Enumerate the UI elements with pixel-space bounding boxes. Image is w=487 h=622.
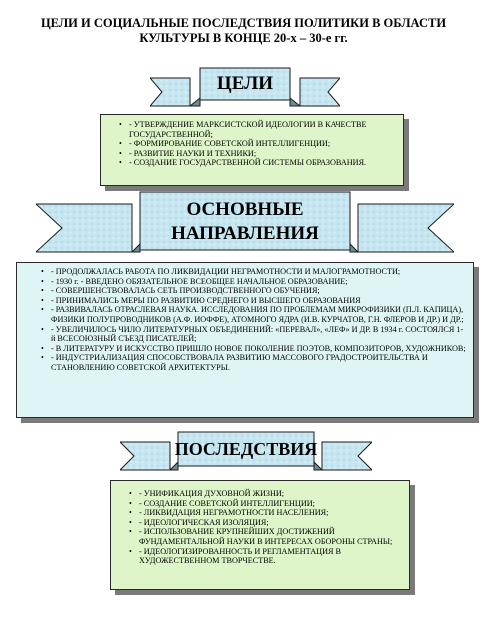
directions-list [39, 267, 467, 373]
goals-ribbon [150, 64, 340, 110]
consequences-list [127, 489, 401, 566]
list-item: • - СОВЕРШЕНСТВОВАЛАСЬ СЕТЬ ПРОИЗВОДСТВЕННОГО ОБУЧЕНИЯ; [39, 286, 467, 296]
goals-box [100, 114, 404, 186]
directions-ribbon [36, 186, 454, 262]
list-item: • - ПРИНИМАЛИСЬ МЕРЫ ПО РАЗВИТИЮ СРЕДНЕГО И ВЫСШЕГО ОБРАЗОВАНИЯ [39, 296, 467, 306]
title-line-1: ЦЕЛИ И СОЦИАЛЬНЫЕ ПОСЛЕДСТВИЯ ПОЛИТИКИ В ОБЛАСТИ [40, 16, 447, 30]
list-item: • - СОЗДАНИЕ ГОСУДАРСТВЕННОЙ СИСТЕМЫ ОБРАЗОВАНИЯ. [117, 158, 395, 168]
list-item: • - ЛИКВИДАЦИЯ НЕГРАМОТНОСТИ НАСЕЛЕНИЯ; [127, 508, 401, 518]
list-item: • - УНИФИКАЦИЯ ДУХОВНОЙ ЖИЗНИ; [127, 489, 401, 499]
list-item: • - ПРОДОЛЖАЛАСЬ РАБОТА ПО ЛИКВИДАЦИИ НЕГРАМОТНОСТИ И МАЛОГРАМОТНОСТИ; [39, 267, 467, 277]
list-item: • - СОЗДАНИЕ СОВЕТСКОЙ ИНТЕЛЛИГЕНЦИИ; [127, 499, 401, 509]
consequences-heading: ПОСЛЕДСТВИЯ [174, 439, 318, 459]
title-line-2: КУЛЬТУРЫ В КОНЦЕ 20-х – 30-е гг. [139, 31, 348, 45]
directions-heading [36, 198, 454, 246]
page-title [20, 16, 467, 46]
list-item: • - ИДЕОЛОГИЗИРОВАННОСТЬ И РЕГЛАМЕНТАЦИЯ В ХУДОЖЕСТВЕННОМ ТВОРЧЕСТВЕ. [127, 547, 401, 566]
directions-heading-line-1: ОСНОВНЫЕ [186, 199, 304, 220]
list-item: • - 1930 г. - ВВЕДЕНО ОБЯЗАТЕЛЬНОЕ ВСЕОБЩЕЕ НАЧАЛЬНОЕ ОБРАЗОВАНИЕ; [39, 277, 467, 287]
list-item: • - РАЗВИТИЕ НАУКИ И ТЕХНИКИ; [117, 149, 395, 159]
directions-heading-line-2: НАПРАВЛЕНИЯ [171, 223, 319, 244]
list-item: • - РАЗВИВАЛАСЬ ОТРАСЛЕВАЯ НАУКА. ИССЛЕДОВАНИЯ ПО ПРОБЛЕМАМ МИКРОФИЗИКИ (П.Л. КАПИЦА), ФИЗИКИ ПОЛУПРОВОДНИКОВ (А.Ф. ИОФФЕ), АТОМНОГО ЯДРА (И.В. КУРЧАТОВ, Г.Н. ФЛЕРОВ И ДР.) И ДР.; [39, 305, 467, 324]
list-item: • - ИНДУСТРИАЛИЗАЦИЯ СПОСОБСТВОВАЛА РАЗВИТИЮ МАССОВОГО ГРАДОСТРОИТЕЛЬСТВА И СТАНОВЛЕНИЮ СОВЕТСКОЙ АРХИТЕКТУРЫ. [39, 353, 467, 372]
list-item: • - ИДЕОЛОГИЧЕСКАЯ ИЗОЛЯЦИЯ; [127, 518, 401, 528]
list-item: • - УВЕЛИЧИЛОСЬ ЧИЛО ЛИТЕРАТУРНЫХ ОБЪЕДИНЕНИЙ: «ПЕРЕВАЛ», «ЛЕФ» И ДР. В 1934 г. СОСТОЯЛСЯ 1-й ВСЕСОЮЗНЫЙ СЪЕЗД ПИСАТЕЛЕЙ; [39, 325, 467, 344]
goals-list [117, 120, 395, 168]
list-item: • - УТВЕРЖДЕНИЕ МАРКСИСТСКОЙ ИДЕОЛОГИИ В КАЧЕСТВЕ ГОСУДАРСТВЕННОЙ; [117, 120, 395, 139]
directions-box [16, 262, 474, 418]
goals-heading: ЦЕЛИ [216, 73, 274, 94]
consequences-box [110, 480, 410, 590]
list-item: • - ФОРМИРОВАНИЕ СОВЕТСКОЙ ИНТЕЛЛИГЕНЦИИ; [117, 139, 395, 149]
consequences-ribbon [120, 428, 372, 474]
list-item: • - В ЛИТЕРАТУРУ И ИСКУССТВО ПРИШЛО НОВОЕ ПОКОЛЕНИЕ ПОЭТОВ, КОМПОЗИТОРОВ, ХУДОЖНИКОВ; [39, 344, 467, 354]
list-item: • - ИСПОЛЬЗОВАНИЕ КРУПНЕЙШИХ ДОСТИЖЕНИЙ ФУНДАМЕНТАЛЬНОЙ НАУКИ В ИНТЕРЕСАХ ОБОРОНЫ СТРАНЫ; [127, 527, 401, 546]
